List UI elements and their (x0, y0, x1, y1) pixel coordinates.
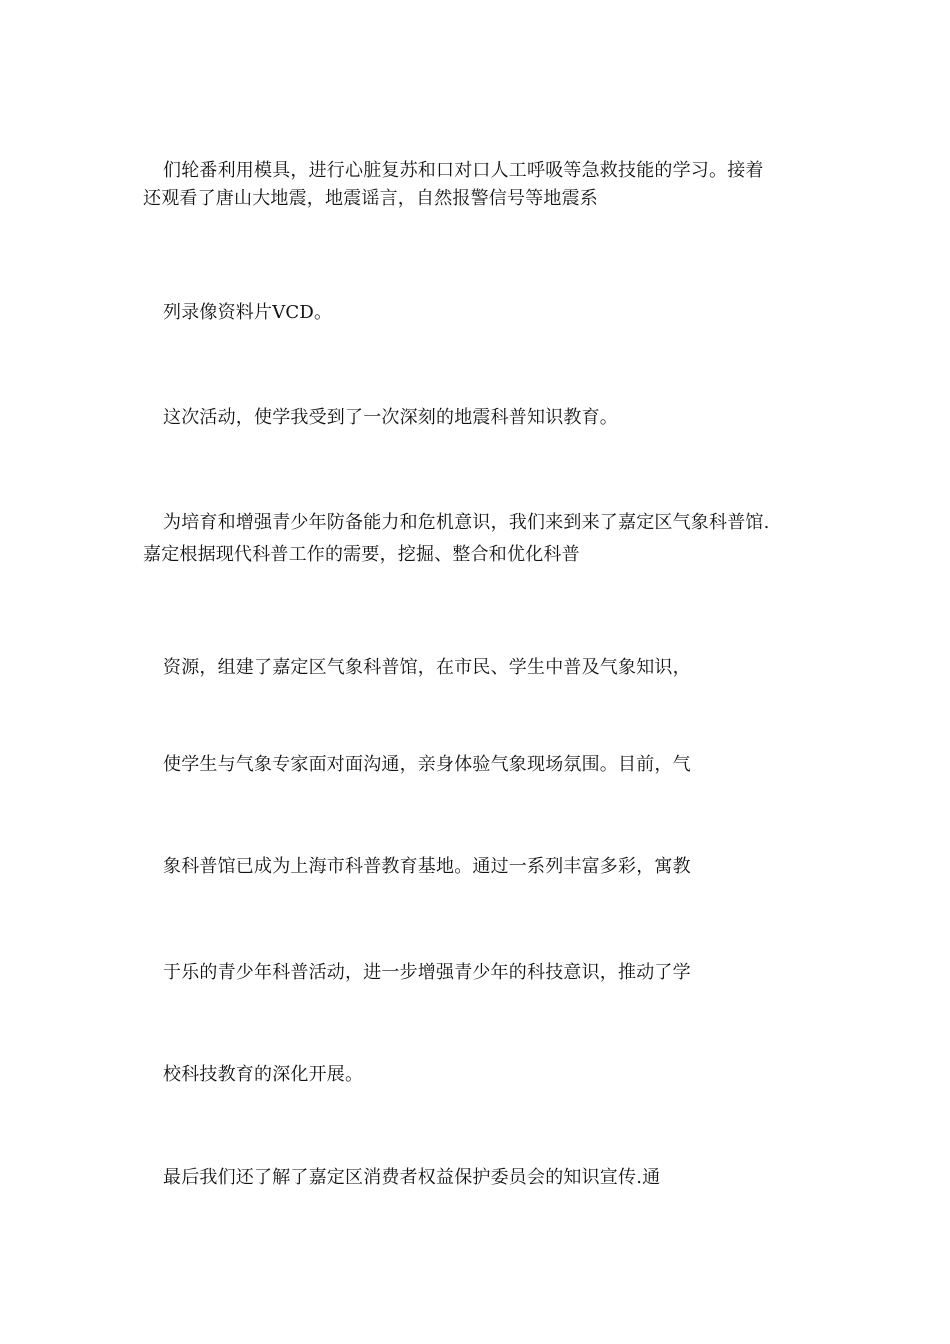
text-line: 还观看了唐山大地震，地震谣言，自然报警信号等地震系 (143, 188, 598, 209)
text-line: 象科普馆已成为上海市科普教育基地。通过一系列丰富多彩，寓教 (163, 856, 691, 877)
text-line: 资源，组建了嘉定区气象科普馆，在市民、学生中普及气象知识， (163, 657, 691, 678)
text-line: 校科技教育的深化开展。 (163, 1064, 364, 1085)
text-line: 嘉定根据现代科普工作的需要，挖掘、整合和优化科普 (143, 544, 580, 565)
text-line: 于乐的青少年科普活动，进一步增强青少年的科技意识，推动了学 (163, 962, 691, 983)
text-line: 使学生与气象专家面对面沟通，亲身体验气象现场氛围。目前，气 (163, 754, 691, 775)
text-line: 为培育和增强青少年防备能力和危机意识，我们来到来了嘉定区气象科普馆. (163, 512, 770, 533)
text-line: 们轮番利用模具，进行心脏复苏和口对口人工呼吸等急救技能的学习。接着 (163, 160, 764, 181)
text-line: 最后我们还了解了嘉定区消费者权益保护委员会的知识宣传.通 (163, 1167, 661, 1188)
text-line: 列录像资料片VCD。 (163, 302, 333, 323)
text-line: 这次活动，使学我受到了一次深刻的地震科普知识教育。 (163, 407, 618, 428)
